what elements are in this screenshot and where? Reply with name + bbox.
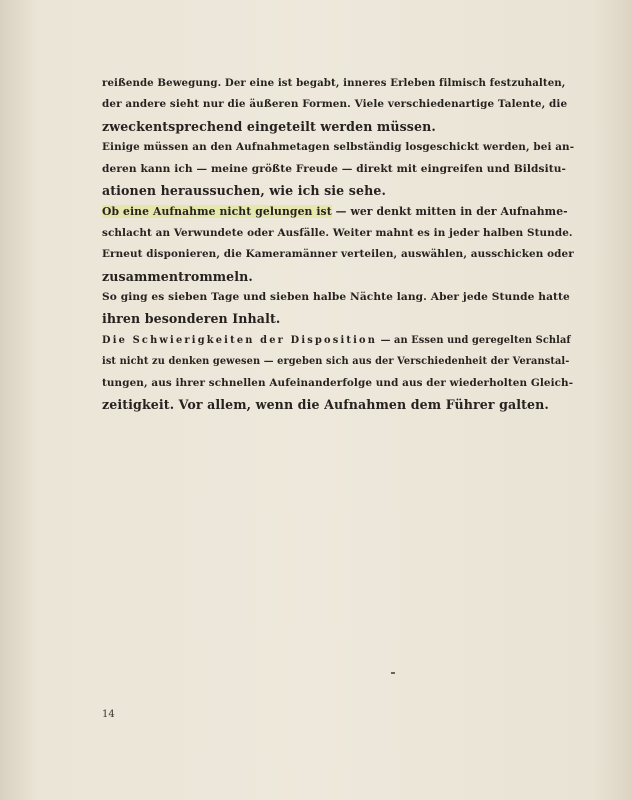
text-line: zeitigkeit. Vor allem, wenn die Aufnahmen dem Führer galten. [102,397,549,413]
text-line [102,330,574,351]
paragraph-5 [102,330,574,416]
paper-speck [391,672,395,674]
text-fragment: — wer denkt mitten in der Aufnahme- [331,205,568,219]
paragraph-3 [102,201,574,287]
text-line: zweckentsprechend eingeteilt werden müssen. [102,118,436,134]
body-text [102,73,574,416]
text-line: ist nicht zu denken gewesen — ergeben sich aus der Verschiedenheit der Veranstal- [102,356,570,368]
text-line: tungen, aus ihrer schnellen Aufeinanderfolge und aus der wiederholten Gleich- [102,376,574,389]
highlighted-phrase: Ob eine Aufnahme nicht gelungen ist [102,205,332,219]
text-line: schlacht an Verwundete oder Ausfälle. Weiter mahnt es in jeder halben Stunde. [102,226,573,239]
text-line: ationen heraussuchen, wie ich sie sehe. [102,183,386,199]
paragraph-4 [102,287,574,330]
text-line: Erneut disponieren, die Kameramänner verteilen, auswählen, ausschicken oder [102,248,574,261]
page-number: 14 [102,709,115,720]
text-line: der andere sieht nur die äußeren Formen. Viele verschiedenartige Talente, die [102,98,568,111]
paragraph-2 [102,137,574,201]
text-line: Einige müssen an den Aufnahmetagen selbständig losgeschickt werden, bei an- [102,141,575,154]
text-fragment: — an Essen und geregelten Schlaf [377,334,571,346]
text-line: So ging es sieben Tage und sieben halbe Nächte lang. Aber jede Stunde hatte [102,291,570,304]
text-line: reißende Bewegung. Der eine ist begabt, inneres Erleben filmisch festzuhalten, [102,77,566,89]
text-line: ihren besonderen Inhalt. [102,311,281,327]
text-line: deren kann ich — meine größte Freude — direkt mit eingreifen und Bildsitu- [102,162,566,175]
paragraph-1 [102,73,574,137]
text-line [102,201,574,222]
text-line: zusammentrommeln. [102,268,253,284]
spaced-heading-phrase: Die Schwierigkeiten der Disposition [102,334,378,346]
